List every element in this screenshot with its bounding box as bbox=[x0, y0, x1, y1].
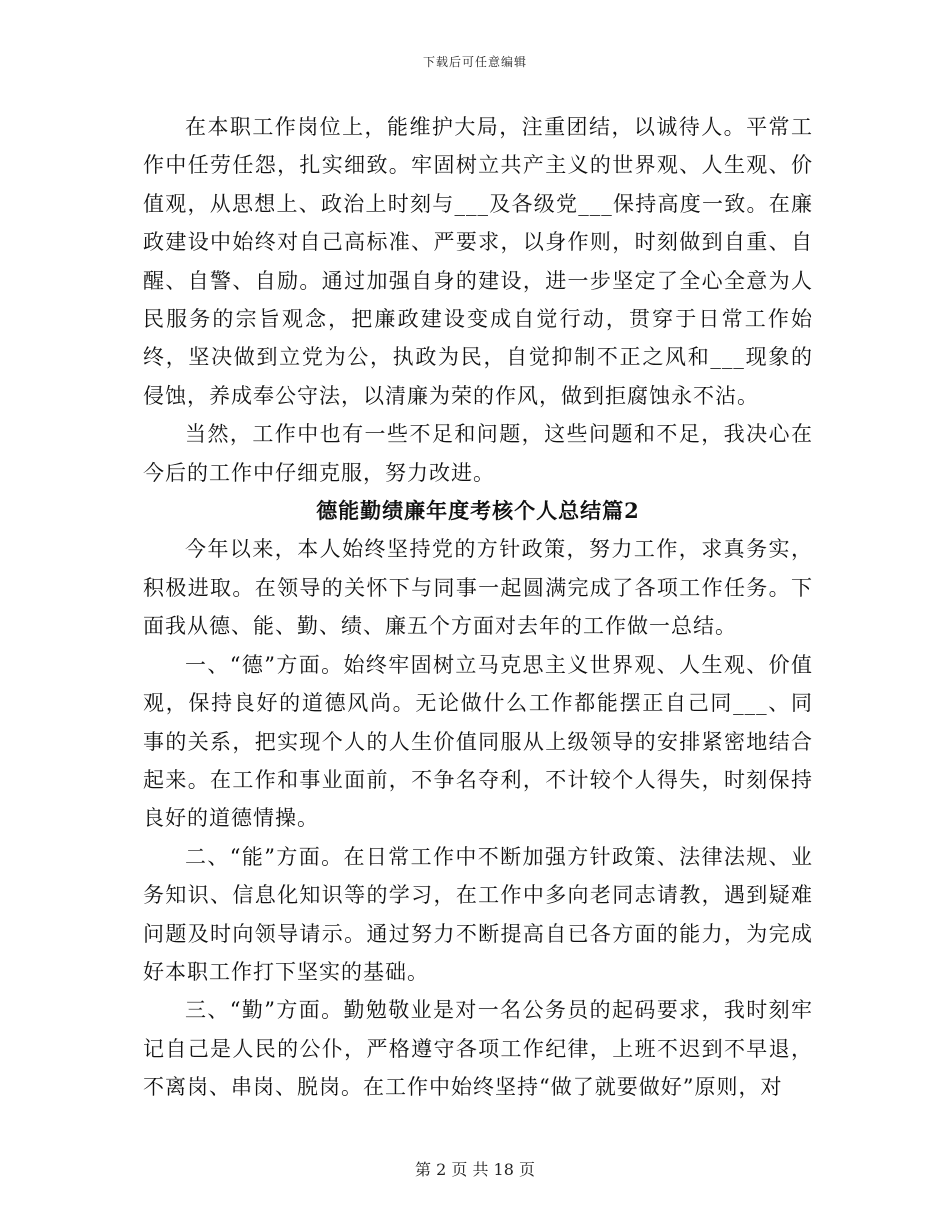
page-number: 第 2 页 共 18 页 bbox=[415, 1160, 535, 1179]
section-title: 德能勤绩廉年度考核个人总结篇2 bbox=[316, 498, 640, 524]
paragraph-shortcomings: 当然，工作中也有一些不足和问题，这些问题和不足，我决心在今后的工作中仔细克服，努力改进。 bbox=[143, 422, 813, 485]
paragraph-diligence: 三、“勤”方面。勤勉敬业是对一名公务员的起码要求，我时刻牢记自己是人民的公仆，严格遵守各项工作纪律，上班不迟到不早退，不离岗、串岗、脱岗。在工作中始终坚持“做了就要做好”原则，对 bbox=[143, 998, 813, 1100]
paragraph-ability: 二、“能”方面。在日常工作中不断加强方针政策、法律法规、业务知识、信息化知识等的学习，在工作中多向老同志请教，遇到疑难问题及时向领导请示。通过努力不断提高自已各方面的能力，为完成好本职工作打下坚实的基础。 bbox=[143, 844, 813, 984]
paragraph-integrity: 在本职工作岗位上，能维护大局，注重团结，以诚待人。平常工作中任劳任怨，扎实细致。牢固树立共产主义的世界观、人生观、价值观，从思想上、政治上时刻与___及各级党___保持高度一致。在廉政建设中始终对自己高标准、严要求，以身作则，时刻做到自重、自醒、自警、自励。通过加强自身的建设，进一步坚定了全心全意为人民服务的宗旨观念，把廉政建设变成自觉行动，贯穿于日常工作始终，坚决做到立党为公，执政为民，自觉抑制不正之风和___现象的侵蚀，养成奉公守法，以清廉为荣的作风，做到拒腐蚀永不沾。 bbox=[143, 115, 813, 408]
paragraph-morality: 一、“德”方面。始终牢固树立马克思主义世界观、人生观、价值观，保持良好的道德风尚。无论做什么工作都能摆正自己同___、同事的关系，把实现个人的人生价值同服从上级领导的安排紧密地结合起来。在工作和事业面前，不争名夺利，不计较个人得失，时刻保持良好的道德情操。 bbox=[143, 652, 813, 831]
document-body bbox=[143, 108, 813, 1107]
page-header: 下载后可任意编辑 bbox=[422, 55, 527, 69]
paragraph-intro: 今年以来，本人始终坚持党的方针政策，努力工作，求真务实，积极进取。在领导的关怀下与同事一起圆满完成了各项工作任务。下面我从德、能、勤、绩、廉五个方面对去年的工作做一总结。 bbox=[143, 537, 813, 639]
